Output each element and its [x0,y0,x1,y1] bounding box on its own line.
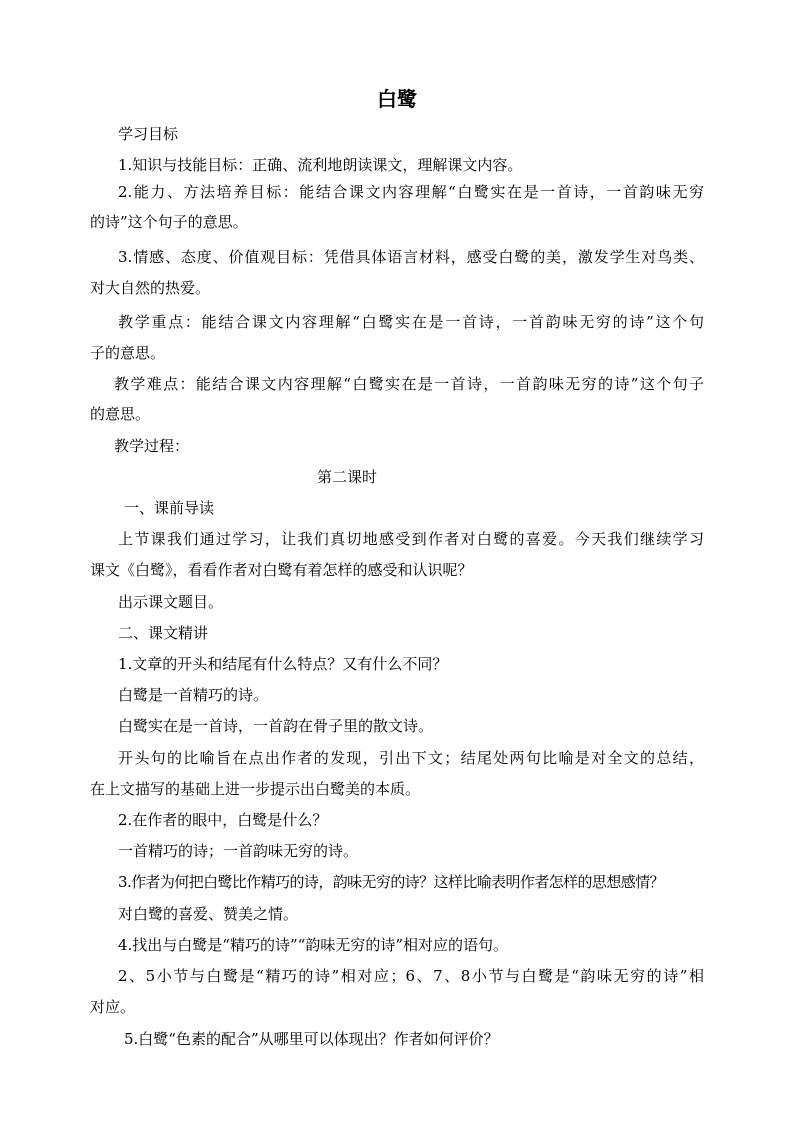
objective-2-line-2: 的诗”这个句子的意思。 [90,213,248,231]
difficulty-line-2: 的意思。 [90,405,151,423]
question-1: 1.文章的开头和结尾有什么特点？又有什么不同？ [118,655,448,673]
section-2-heading: 二、课文精讲 [118,624,209,642]
answer-1-line-2: 白鹭实在是一首诗，一首韵在骨子里的散文诗。 [118,717,434,735]
process-label: 教学过程： [114,437,190,455]
objective-2-line-1: 2.能力、方法培养目标：能结合课文内容理解“白鹭实在是一首诗，一首韵味无穷 [118,183,704,201]
objective-1: 1.知识与技能目标：正确、流利地朗读课文，理解课文内容。 [118,156,523,174]
answer-1-explanation-line-1: 开头句的比喻旨在点出作者的发现，引出下文；结尾处两句比喻是对全文的总结， [118,749,704,767]
objective-3-line-1: 3.情感、态度、价值观目标：凭借具体语言材料，感受白鹭的美，激发学生对鸟类、 [118,248,704,266]
section-1-heading: 一、课前导读 [124,499,215,517]
objectives-heading: 学习目标 [118,125,179,143]
lesson-title: 第二课时 [316,468,377,486]
answer-3: 对白鹭的喜爱、赞美之情。 [118,905,299,923]
answer-2: 一首精巧的诗；一首韵味无穷的诗。 [118,842,359,860]
answer-4-line-2: 对应。 [90,998,136,1016]
question-3: 3.作者为何把白鹭比作精巧的诗，韵味无穷的诗？这样比喻表明作者怎样的思想感情？ [118,873,664,891]
answer-4-line-1: 2、5小节与白鹭是“精巧的诗”相对应；6、7、8小节与白鹭是“韵味无穷的诗”相 [118,967,704,985]
intro-line-1: 上节课我们通过学习，让我们真切地感受到作者对白鹭的喜爱。今天我们继续学习 [118,530,704,548]
difficulty-line-1: 教学难点：能结合课文内容理解“白鹭实在是一首诗，一首韵味无穷的诗”这个句子 [114,375,704,393]
intro-line-2: 课文《白鹭》，看看作者对白鹭有着怎样的感受和认识呢？ [90,561,473,579]
document-title: 白鹭 [377,87,417,111]
key-point-line-1: 教学重点：能结合课文内容理解“白鹭实在是一首诗，一首韵味无穷的诗”这个句 [118,313,704,331]
show-title-instruction: 出示课文题目。 [118,593,224,611]
answer-1-explanation-line-2: 在上文描写的基础上进一步提示出白鹭美的本质。 [90,780,421,798]
objective-3-line-2: 对大自然的热爱。 [90,279,211,297]
question-5: 5.白鹭“色素的配合”从哪里可以体现出？作者如何评价？ [124,1030,499,1048]
question-2: 2.在作者的眼中，白鹭是什么？ [118,811,328,829]
key-point-line-2: 子的意思。 [90,344,166,362]
question-4: 4.找出与白鹭是“精巧的诗”“韵味无穷的诗”相对应的语句。 [118,936,508,954]
answer-1-line-1: 白鹭是一首精巧的诗。 [118,686,269,704]
